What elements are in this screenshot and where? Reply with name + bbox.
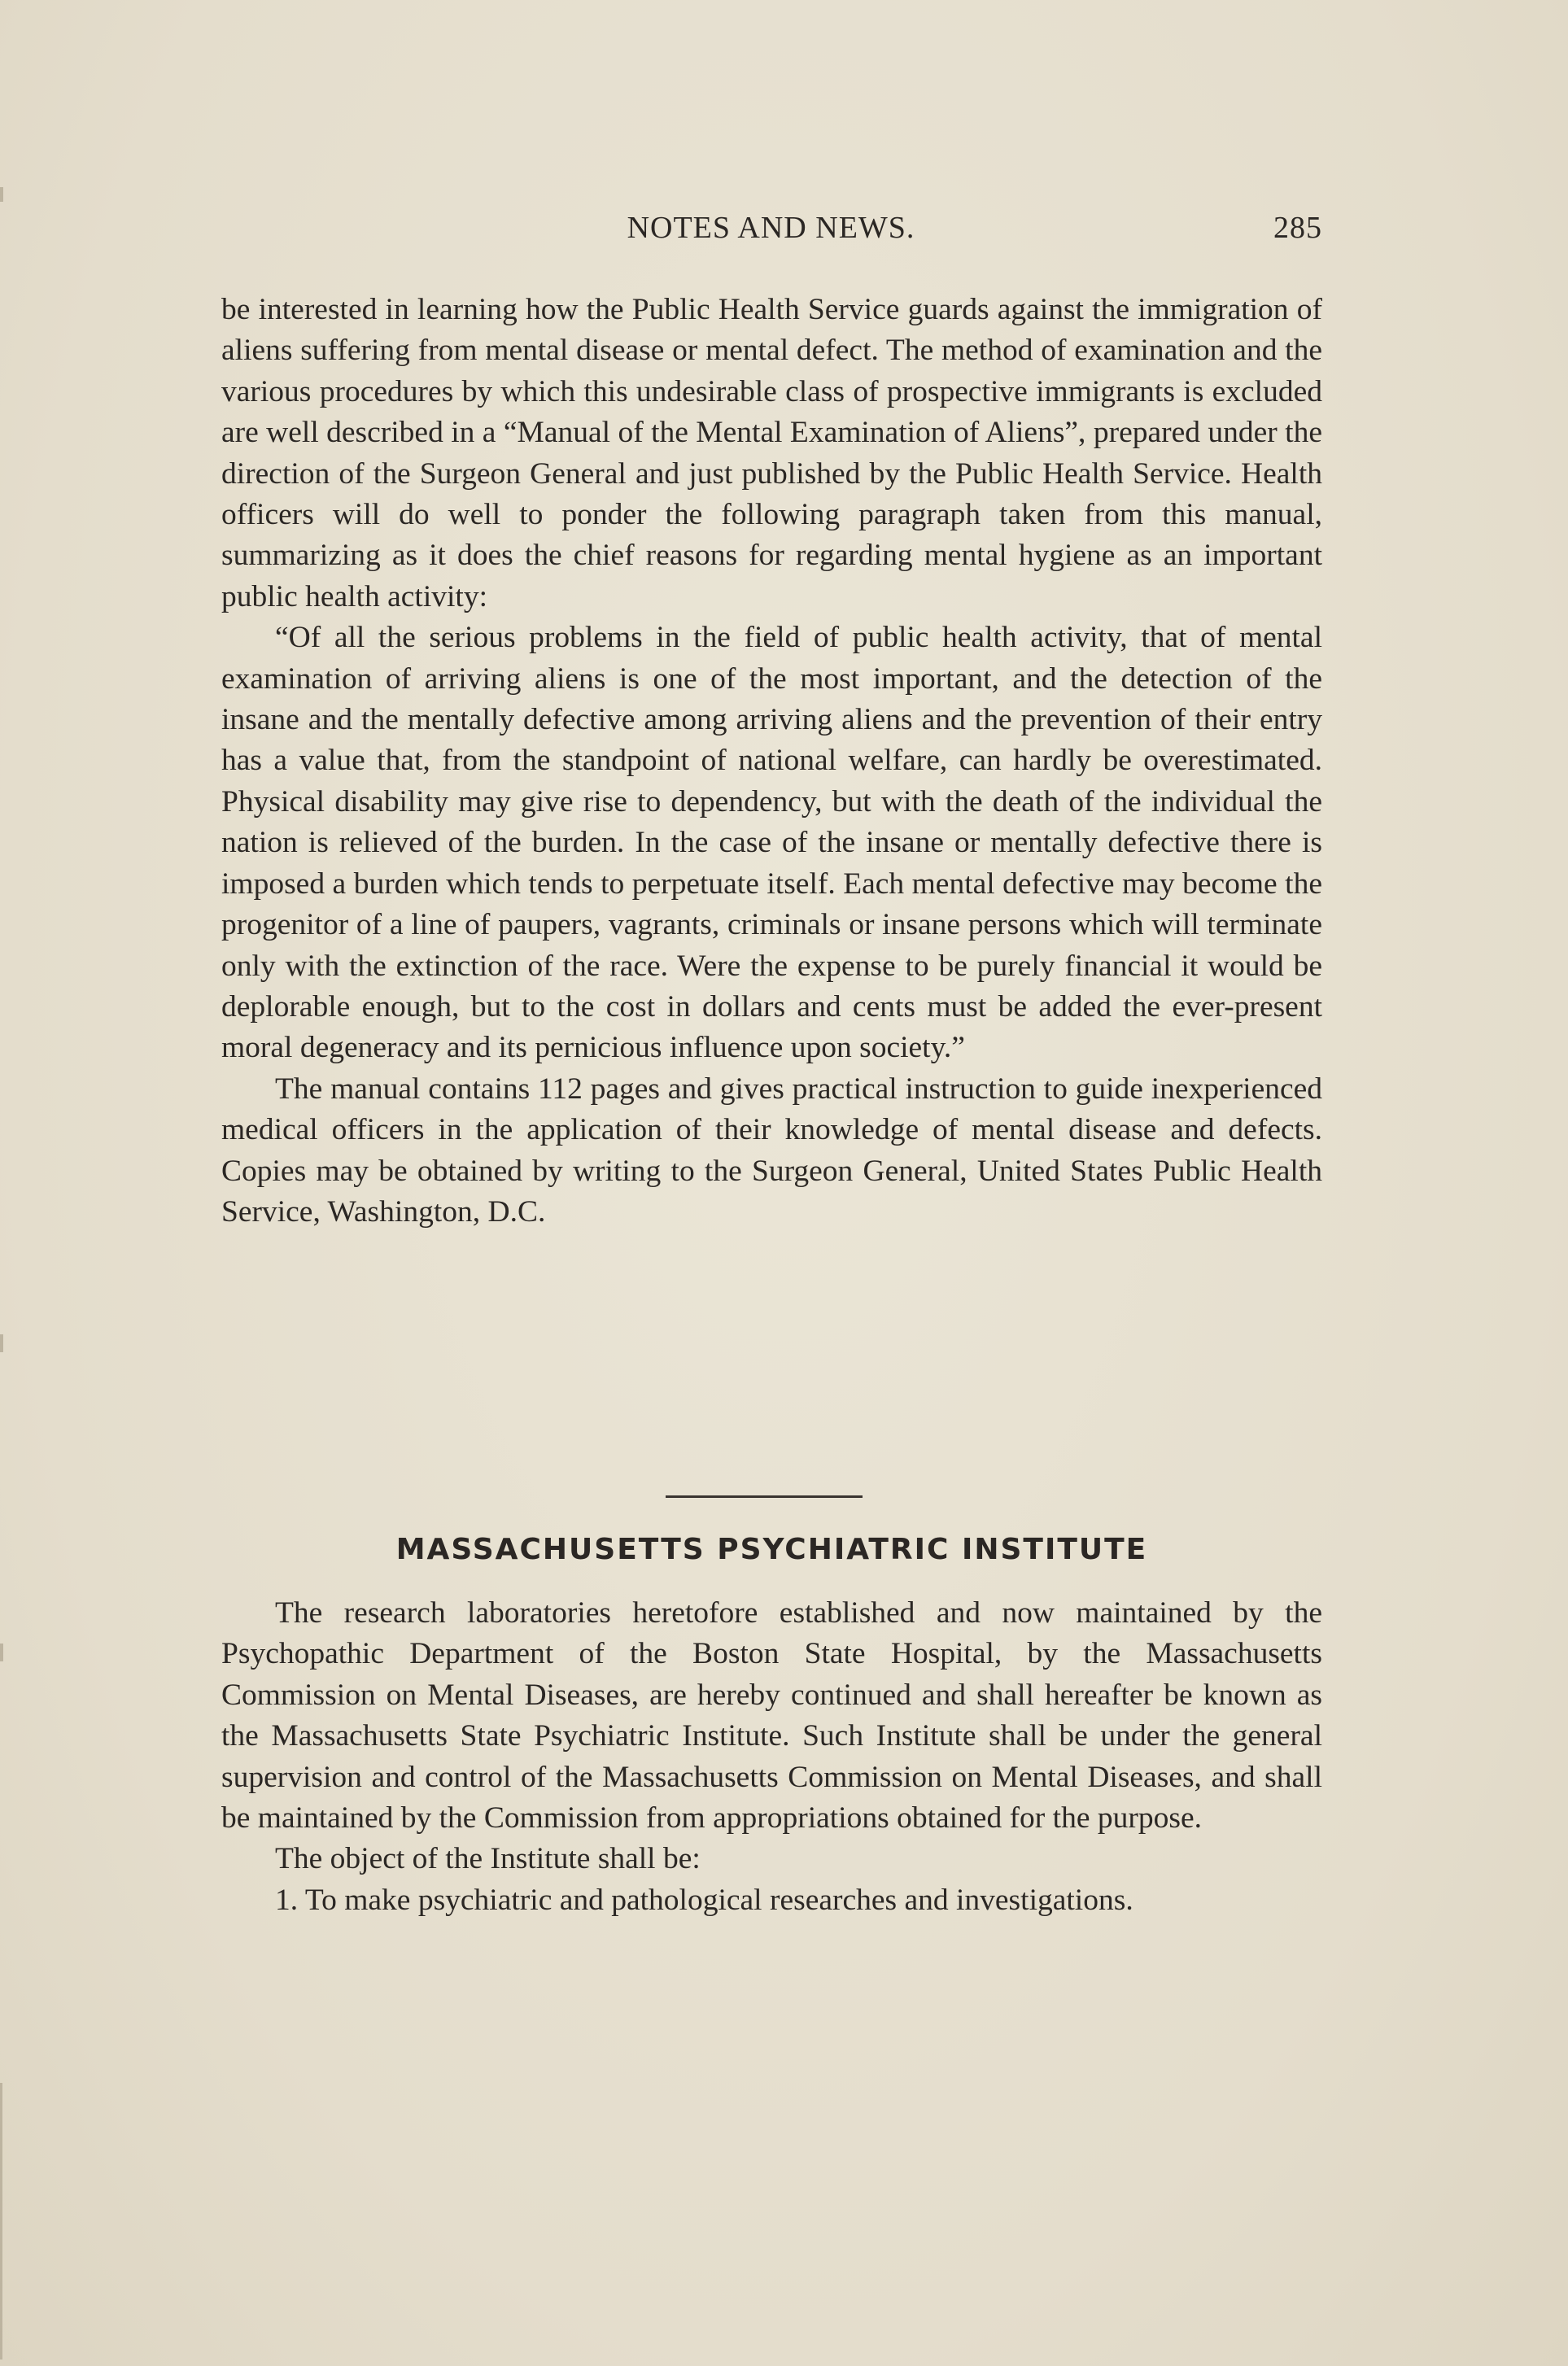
paragraph: The research laboratories heretofore established and now maintained by the Psychopathic Department of the Boston State Hospital, by the Massachusetts Commission on Mental Diseases, are hereby continued and shall hereafter be known as the Massachusetts State Psychiatric Institute. Such Institute shall be under the general supervision and control of the Massachusetts Commission on Mental Diseases, and shall be maintained by the Commission from appropriations obtained for the purpose. [221, 1596, 1322, 1836]
running-head: NOTES AND NEWS. [627, 211, 915, 245]
section-title: MASSACHUSETTS PSYCHIATRIC INSTITUTE [395, 1533, 1148, 1566]
page-edge-mark [0, 1334, 3, 1352]
list-item: 1. To make psychiatric and pathological researches and investigations. [275, 1883, 1133, 1917]
page-edge-mark [0, 187, 3, 202]
section-body [221, 1593, 1322, 1921]
section-divider [666, 1495, 863, 1498]
page-edge-mark [0, 1644, 3, 1661]
article-body [221, 290, 1322, 1233]
page-edge-mark [0, 2083, 2, 2359]
paragraph: be interested in learning how the Public Health Service guards against the immigration of aliens suffering from mental disease or mental defect. The method of examination and the various procedures by which this undesirable class of prospective immigrants is excluded are well described in a “Manual of the Mental Examination of Aliens”, prepared under the direction of the Surgeon General and just published by the Public Health Service. Health officers will do well to ponder the following paragraph taken from this manual, summarizing as it does the chief reasons for regarding mental hygiene as an important public health activity: [221, 293, 1322, 613]
page-number: 285 [1273, 211, 1322, 245]
page-header [220, 210, 1322, 251]
quoted-paragraph: “Of all the serious problems in the field of public health activity, that of mental examination of arriving aliens is one of the most important, and the detection of the insane and the mentally defective among arriving aliens and the prevention of their entry has a value that, from the standpoint of national welfare, can hardly be overestimated. Physical disability may give rise to dependency, but with the death of the individual the nation is relieved of the burden. In the case of the insane or mentally defective there is imposed a burden which tends to perpetuate itself. Each mental defective may become the progenitor of a line of paupers, vagrants, criminals or insane persons which will terminate only with the extinction of the race. Were the expense to be purely financial it would be deplorable enough, but to the cost in dollars and cents must be added the ever-present moral degeneracy and its pernicious influence upon society.” [221, 621, 1322, 1065]
paragraph: The manual contains 112 pages and gives practical instruction to guide inexperienced medical officers in the application of their knowledge of mental disease and defects. Copies may be obtained by writing to the Surgeon General, United States Public Health Service, Washington, D.C. [221, 1072, 1322, 1229]
paragraph: The object of the Institute shall be: [275, 1842, 701, 1876]
